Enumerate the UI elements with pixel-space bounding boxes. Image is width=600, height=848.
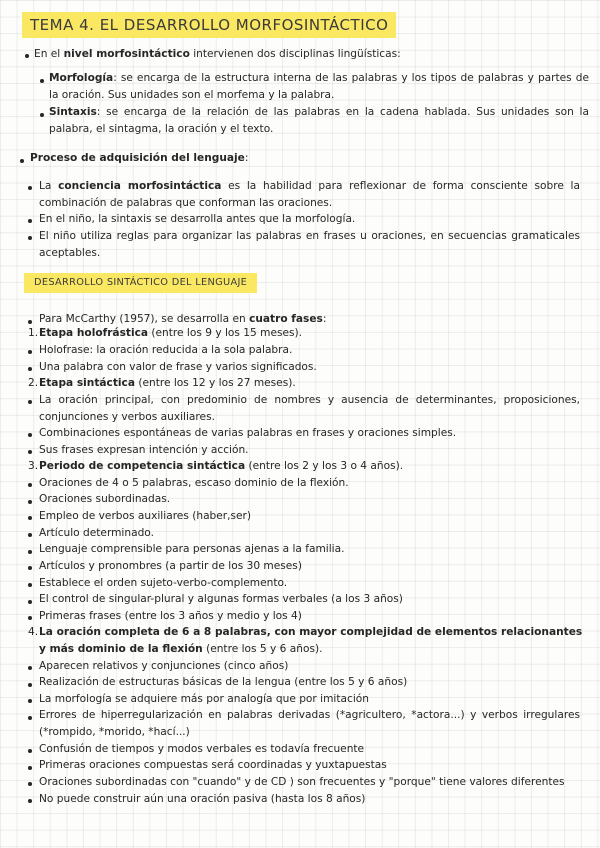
morfologia-term: Morfología (49, 72, 114, 84)
bullet-icon (40, 79, 44, 83)
list-item: No puede construir aún una oración pasiva (hasta los 8 años) (39, 793, 366, 805)
mccarthy-intro-bold: cuatro fases (249, 313, 323, 325)
proceso-item1-a: La (39, 180, 59, 192)
proceso-item1-b: es la habilidad para reflexionar de forma consciente sobre la combinación de palabras que conforman las oraciones. (39, 180, 580, 209)
proceso-heading-text: Proceso de adquisición del lenguaje (30, 152, 245, 164)
list-item: La oración principal, con predominio de nombres y ausencia de determinantes, proposiciones, conjunciones y verbos auxiliares. (39, 394, 580, 423)
bullet-icon (28, 500, 32, 504)
list-item: Primeras frases (entre los 3 años y medio y los 4) (39, 610, 302, 622)
proceso-heading-colon: : (244, 152, 249, 164)
phase4-rest: (entre los 5 y 6 años). (202, 642, 323, 655)
list-item: Una palabra con valor de frase y varios significados. (39, 361, 317, 373)
bullet-icon (28, 236, 32, 240)
phase-number: 1. (28, 327, 39, 339)
bullet-icon (28, 782, 32, 786)
phase2-title: Etapa sintáctica (39, 377, 135, 389)
list-item: Oraciones subordinadas con "cuando" y de CD ) son frecuentes y "porque" tiene valores diferentes (39, 776, 565, 788)
bullet-icon (28, 600, 32, 604)
phase-number: 2. (28, 377, 39, 389)
phase-heading (39, 624, 589, 657)
bullet-icon (28, 320, 32, 324)
bullet-icon (28, 550, 32, 554)
bullet-icon (20, 159, 24, 163)
list-item: Artículos y pronombres (a partir de los 30 meses) (39, 560, 302, 572)
intro-lead: En el (34, 48, 64, 60)
proceso-heading (30, 150, 248, 167)
bullet-icon (28, 516, 32, 520)
page-title: TEMA 4. EL DESARROLLO MORFOSINTÁCTICO (22, 12, 396, 38)
proceso-item: El niño utiliza reglas para organizar las palabras en frases u oraciones, en secuencias gramaticales aceptables. (39, 230, 580, 259)
list-item: La morfología se adquiere más por analogía que por imitación (39, 693, 369, 705)
proceso-item (39, 178, 580, 211)
list-item: Oraciones de 4 o 5 palabras, escaso dominio de la flexión. (39, 477, 349, 489)
list-item: Realización de estructuras básicas de la lengua (entre los 5 y 6 años) (39, 676, 408, 688)
phase1-rest: (entre los 9 y los 15 meses). (148, 327, 303, 339)
morfologia-text: : se encarga de la estructura interna de las palabras y los tipos de palabras y partes de la oración. Sus unidades son el morfema y la palabra. (49, 72, 589, 101)
intro-line (34, 46, 401, 63)
list-item: Combinaciones espontáneas de varias palabras en frases y oraciones simples. (39, 427, 457, 439)
bullet-icon (28, 616, 32, 620)
bullet-icon (28, 186, 32, 190)
phase-heading (39, 375, 296, 392)
proceso-item: En el niño, la sintaxis se desarrolla antes que la morfología. (39, 213, 356, 225)
list-item: Aparecen relativos y conjunciones (cinco años) (39, 660, 289, 672)
phase3-title: Periodo de competencia sintáctica (39, 460, 246, 472)
list-item: Establece el orden sujeto-verbo-complemento. (39, 577, 288, 589)
phase2-rest: (entre los 12 y los 27 meses). (134, 377, 296, 389)
bullet-icon (28, 433, 32, 437)
bullet-icon (28, 716, 32, 720)
phase1-title: Etapa holofrástica (39, 327, 149, 339)
bullet-icon (28, 450, 32, 454)
list-item: Lenguaje comprensible para personas ajenas a la familia. (39, 543, 345, 555)
bullet-icon (28, 219, 32, 223)
phase4-title: La oración completa de 6 a 8 palabras, con mayor complejidad de elementos relacionantes y más dominio de la flexión (39, 626, 583, 655)
bullet-icon (28, 699, 32, 703)
intro-lead-rest: intervienen dos disciplinas lingüísticas: (189, 48, 401, 60)
list-item: Sus frases expresan intención y acción. (39, 444, 249, 456)
mccarthy-intro-b: : (322, 313, 327, 325)
bullet-icon (40, 113, 44, 117)
phase-heading (39, 325, 302, 342)
bullet-icon (28, 483, 32, 487)
bullet-icon (28, 799, 32, 803)
sintaxis-term: Sintaxis (49, 106, 97, 118)
bullet-icon (28, 533, 32, 537)
bullet-icon (28, 766, 32, 770)
morfologia-item (49, 70, 589, 103)
phase-number: 3. (28, 460, 39, 472)
list-item: Holofrase: la oración reducida a la sola palabra. (39, 344, 293, 356)
list-item: Confusión de tiempos y modos verbales es todavía frecuente (39, 743, 365, 755)
proceso-item1-bold: conciencia morfosintáctica (58, 180, 222, 192)
bullet-icon (28, 583, 32, 587)
bullet-icon (28, 566, 32, 570)
list-item: Artículo determinado. (39, 527, 154, 539)
sintaxis-item (49, 104, 589, 137)
phase-number: 4. (28, 626, 39, 638)
list-item: Oraciones subordinadas. (39, 493, 171, 505)
bullet-icon (28, 666, 32, 670)
bullet-icon (28, 683, 32, 687)
bullet-icon (28, 749, 32, 753)
bullet-icon (25, 54, 29, 58)
phase-heading (39, 458, 403, 475)
mccarthy-intro-a: Para McCarthy (1957), se desarrolla en (39, 313, 250, 325)
sintaxis-text: : se encarga de la relación de las palabras en la cadena hablada. Sus unidades son la palabra, el sintagma, la oración y el texto. (49, 106, 589, 135)
list-item: Errores de hiperregularización en palabras derivadas (*agricultero, *actora...) y verbos irregulares (*rompido, *morido, *hací...) (39, 709, 580, 738)
bullet-icon (28, 367, 32, 371)
list-item: Primeras oraciones compuestas será coordinadas y yuxtapuestas (39, 759, 387, 771)
section-subtitle: DESARROLLO SINTÁCTICO DEL LENGUAJE (24, 273, 257, 293)
bullet-icon (28, 400, 32, 404)
list-item: El control de singular-plural y algunas formas verbales (a los 3 años) (39, 593, 403, 605)
list-item: Empleo de verbos auxiliares (haber,ser) (39, 510, 252, 522)
phase3-rest: (entre los 2 y los 3 o 4 años). (245, 460, 404, 472)
intro-lead-bold: nivel morfosintáctico (63, 48, 190, 60)
bullet-icon (28, 350, 32, 354)
